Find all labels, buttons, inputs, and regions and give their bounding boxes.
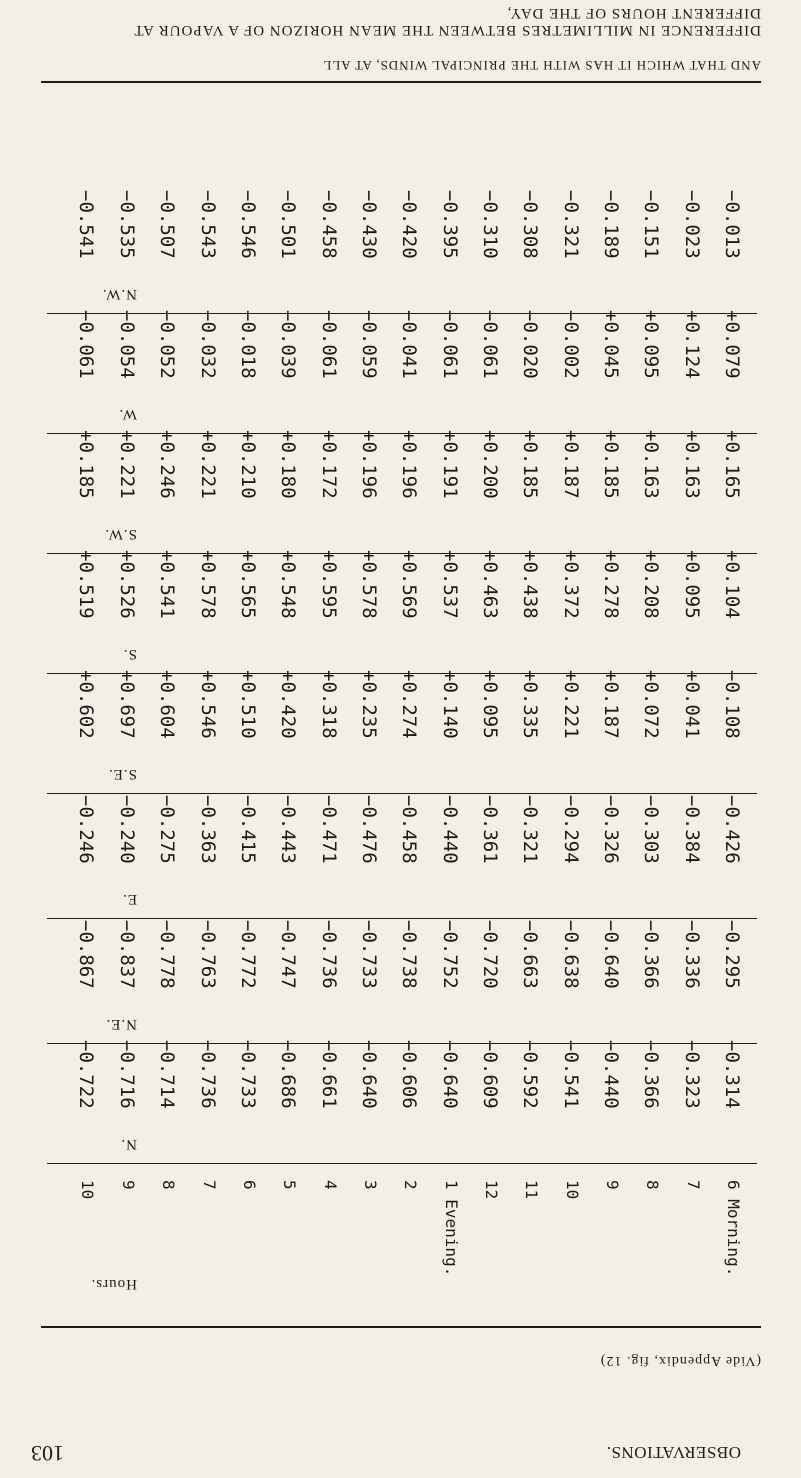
table-cell: −0.310 <box>478 190 501 259</box>
column-header: E. <box>122 891 137 907</box>
data-table <box>47 88 757 1298</box>
table-cell: −0.246 <box>75 795 98 864</box>
table-cell: −0.061 <box>438 310 461 379</box>
top-rule <box>41 1326 761 1328</box>
table-cell: +0.221 <box>196 430 219 499</box>
table-cell: +0.565 <box>236 550 259 619</box>
table-cell: −0.592 <box>519 1040 542 1109</box>
table-cell: +0.095 <box>478 670 501 739</box>
table-cell: +0.187 <box>599 670 622 739</box>
table-cell: −0.020 <box>519 310 542 379</box>
table-caption: DIFFERENCE IN MILLIMETRES BETWEEN THE MEAN HORIZON OF A VAPOUR AT DIFFERENT HOURS OF THE DAY, <box>133 5 761 38</box>
table-cell: +0.595 <box>317 550 340 619</box>
table-cell: +0.578 <box>357 550 380 619</box>
table-cell: +0.140 <box>438 670 461 739</box>
table-cell: −0.294 <box>559 795 582 864</box>
table-cell: −0.061 <box>478 310 501 379</box>
table-cell: +0.604 <box>156 670 179 739</box>
table-cell: −0.321 <box>519 795 542 864</box>
table-cell: −0.640 <box>357 1040 380 1109</box>
table-cell: −0.002 <box>559 310 582 379</box>
table-cell: −0.640 <box>438 1040 461 1109</box>
table-cell: +0.072 <box>640 670 663 739</box>
table-cell: +0.172 <box>317 430 340 499</box>
table-cell: −0.763 <box>196 920 219 989</box>
table-cell: +0.438 <box>519 550 542 619</box>
table-cell: −0.039 <box>277 310 300 379</box>
table-cell: +0.185 <box>599 430 622 499</box>
table-cell: −0.541 <box>75 190 98 259</box>
table-cell: +0.546 <box>196 670 219 739</box>
table-cell: −0.458 <box>317 190 340 259</box>
table-cell: +0.541 <box>156 550 179 619</box>
table-cell: −0.420 <box>398 190 421 259</box>
table-cell: −0.471 <box>317 795 340 864</box>
table-cell: −0.752 <box>438 920 461 989</box>
table-cell: −0.023 <box>680 190 703 259</box>
table-cell: −0.440 <box>599 1040 622 1109</box>
table-cell: −0.308 <box>519 190 542 259</box>
column-header: S.W. <box>104 526 137 542</box>
table-cell: +0.519 <box>75 550 98 619</box>
row-hour-label: 11 <box>522 1180 542 1200</box>
bottom-rule <box>41 81 761 83</box>
row-hour-label: 10 <box>78 1180 98 1200</box>
table-cell: +0.569 <box>398 550 421 619</box>
table-cell: −0.867 <box>75 920 98 989</box>
table-cell: +0.420 <box>277 670 300 739</box>
table-cell: −0.032 <box>196 310 219 379</box>
page-number: 103 <box>31 1441 64 1466</box>
row-hour-label: 8 <box>159 1180 179 1190</box>
table-cell: +0.095 <box>680 550 703 619</box>
table-cell: +0.163 <box>640 430 663 499</box>
table-cell: −0.609 <box>478 1040 501 1109</box>
row-hour-label: 3 <box>360 1180 380 1190</box>
table-cell: +0.191 <box>438 430 461 499</box>
row-hour-label: 5 <box>280 1180 300 1190</box>
row-hour-label: 2 <box>401 1180 421 1190</box>
column-header: S.E. <box>107 766 137 782</box>
column-divider <box>47 918 757 919</box>
table-cell: −0.458 <box>398 795 421 864</box>
table-cell: +0.124 <box>680 310 703 379</box>
table-cell: +0.095 <box>640 310 663 379</box>
table-cell: −0.240 <box>115 795 138 864</box>
table-cell: −0.501 <box>277 190 300 259</box>
table-cell: +0.180 <box>277 430 300 499</box>
table-cell: −0.275 <box>156 795 179 864</box>
table-cell: −0.059 <box>357 310 380 379</box>
table-cell: +0.196 <box>398 430 421 499</box>
table-cell: −0.837 <box>115 920 138 989</box>
table-cell: −0.395 <box>438 190 461 259</box>
column-header: N.W. <box>101 286 137 302</box>
table-cell: +0.274 <box>398 670 421 739</box>
table-cell: +0.372 <box>559 550 582 619</box>
table-cell: +0.185 <box>519 430 542 499</box>
table-cell: −0.361 <box>478 795 501 864</box>
table-cell: +0.510 <box>236 670 259 739</box>
running-header <box>21 1430 781 1470</box>
table-cell: +0.210 <box>236 430 259 499</box>
table-cell: −0.661 <box>317 1040 340 1109</box>
table-cell: +0.463 <box>478 550 501 619</box>
table-cell: −0.054 <box>115 310 138 379</box>
row-hour-label: 6 Morning. <box>723 1180 743 1277</box>
table-cell: +0.104 <box>720 550 743 619</box>
table-cell: −0.772 <box>236 920 259 989</box>
table-cell: +0.196 <box>357 430 380 499</box>
table-cell: −0.321 <box>559 190 582 259</box>
column-divider <box>47 1163 757 1164</box>
table-cell: −0.384 <box>680 795 703 864</box>
table-cell: −0.638 <box>559 920 582 989</box>
table-cell: −0.314 <box>720 1040 743 1109</box>
table-cell: −0.440 <box>438 795 461 864</box>
column-header: N. <box>120 1136 137 1152</box>
table-cell: +0.278 <box>599 550 622 619</box>
table-cell: −0.303 <box>640 795 663 864</box>
column-header: N.E. <box>105 1016 137 1032</box>
table-cell: −0.640 <box>599 920 622 989</box>
row-hour-label: 4 <box>320 1180 340 1190</box>
table-cell: +0.041 <box>680 670 703 739</box>
table-cell: −0.013 <box>720 190 743 259</box>
table-cell: +0.221 <box>115 430 138 499</box>
table-cell: −0.733 <box>236 1040 259 1109</box>
table-cell: −0.061 <box>75 310 98 379</box>
table-cell: −0.426 <box>720 795 743 864</box>
table-cell: −0.778 <box>156 920 179 989</box>
table-cell: +0.602 <box>75 670 98 739</box>
table-cell: −0.430 <box>357 190 380 259</box>
table-cell: −0.606 <box>398 1040 421 1109</box>
table-cell: −0.295 <box>720 920 743 989</box>
table-cell: −0.323 <box>680 1040 703 1109</box>
table-cell: −0.722 <box>75 1040 98 1109</box>
table-cell: −0.366 <box>640 1040 663 1109</box>
table-cell: +0.318 <box>317 670 340 739</box>
table-cell: +0.079 <box>720 310 743 379</box>
table-cell: −0.443 <box>277 795 300 864</box>
table-cell: −0.686 <box>277 1040 300 1109</box>
row-hour-label: 7 <box>683 1180 703 1190</box>
table-cell: −0.546 <box>236 190 259 259</box>
table-cell: −0.326 <box>599 795 622 864</box>
table-cell: +0.165 <box>720 430 743 499</box>
table-cell: −0.736 <box>196 1040 219 1109</box>
table-cell: +0.208 <box>640 550 663 619</box>
column-header: S. <box>122 646 137 662</box>
table-cell: −0.507 <box>156 190 179 259</box>
table-cell: +0.235 <box>357 670 380 739</box>
table-cell: −0.336 <box>680 920 703 989</box>
table-cell: −0.736 <box>317 920 340 989</box>
table-cell: +0.200 <box>478 430 501 499</box>
table-caption-2: AND THAT WHICH IT HAS WITH THE PRINCIPAL WINDS, AT ALL <box>322 58 761 73</box>
table-cell: +0.246 <box>156 430 179 499</box>
row-hour-label: 8 <box>643 1180 663 1190</box>
row-hour-label: 10 <box>562 1180 582 1200</box>
table-cell: −0.720 <box>478 920 501 989</box>
table-cell: −0.052 <box>156 310 179 379</box>
table-cell: +0.335 <box>519 670 542 739</box>
table-cell: +0.548 <box>277 550 300 619</box>
column-header: W. <box>118 406 137 422</box>
table-cell: −0.061 <box>317 310 340 379</box>
table-cell: +0.697 <box>115 670 138 739</box>
row-hour-label: 12 <box>481 1180 501 1200</box>
row-hour-label: 6 <box>239 1180 259 1190</box>
column-divider <box>47 793 757 794</box>
table-cell: +0.187 <box>559 430 582 499</box>
table-cell: −0.733 <box>357 920 380 989</box>
appendix-reference: (Vide Appendix, fig. 12) <box>599 1353 761 1368</box>
table-cell: −0.476 <box>357 795 380 864</box>
table-cell: −0.415 <box>236 795 259 864</box>
table-cell: −0.535 <box>115 190 138 259</box>
table-cell: −0.543 <box>196 190 219 259</box>
table-cell: −0.738 <box>398 920 421 989</box>
table-cell: −0.363 <box>196 795 219 864</box>
table-cell: +0.537 <box>438 550 461 619</box>
table-cell: −0.716 <box>115 1040 138 1109</box>
table-cell: −0.541 <box>559 1040 582 1109</box>
row-hour-label: 7 <box>199 1180 219 1190</box>
table-cell: −0.366 <box>640 920 663 989</box>
table-cell: −0.714 <box>156 1040 179 1109</box>
row-hour-label: 9 <box>118 1180 138 1190</box>
table-cell: +0.185 <box>75 430 98 499</box>
table-cell: −0.189 <box>599 190 622 259</box>
table-cell: −0.151 <box>640 190 663 259</box>
row-hour-label: 1 Evening. <box>441 1180 461 1277</box>
table-cell: −0.018 <box>236 310 259 379</box>
table-cell: −0.747 <box>277 920 300 989</box>
table-cell: −0.041 <box>398 310 421 379</box>
table-cell: +0.578 <box>196 550 219 619</box>
table-cell: −0.663 <box>519 920 542 989</box>
row-hour-label: 9 <box>602 1180 622 1190</box>
table-cell: +0.221 <box>559 670 582 739</box>
table-cell: +0.526 <box>115 550 138 619</box>
table-cell: −0.108 <box>720 670 743 739</box>
column-header: Hours. <box>90 1276 137 1292</box>
running-title: OBSERVATIONS. <box>606 1443 741 1462</box>
table-cell: +0.045 <box>599 310 622 379</box>
table-cell: +0.163 <box>680 430 703 499</box>
